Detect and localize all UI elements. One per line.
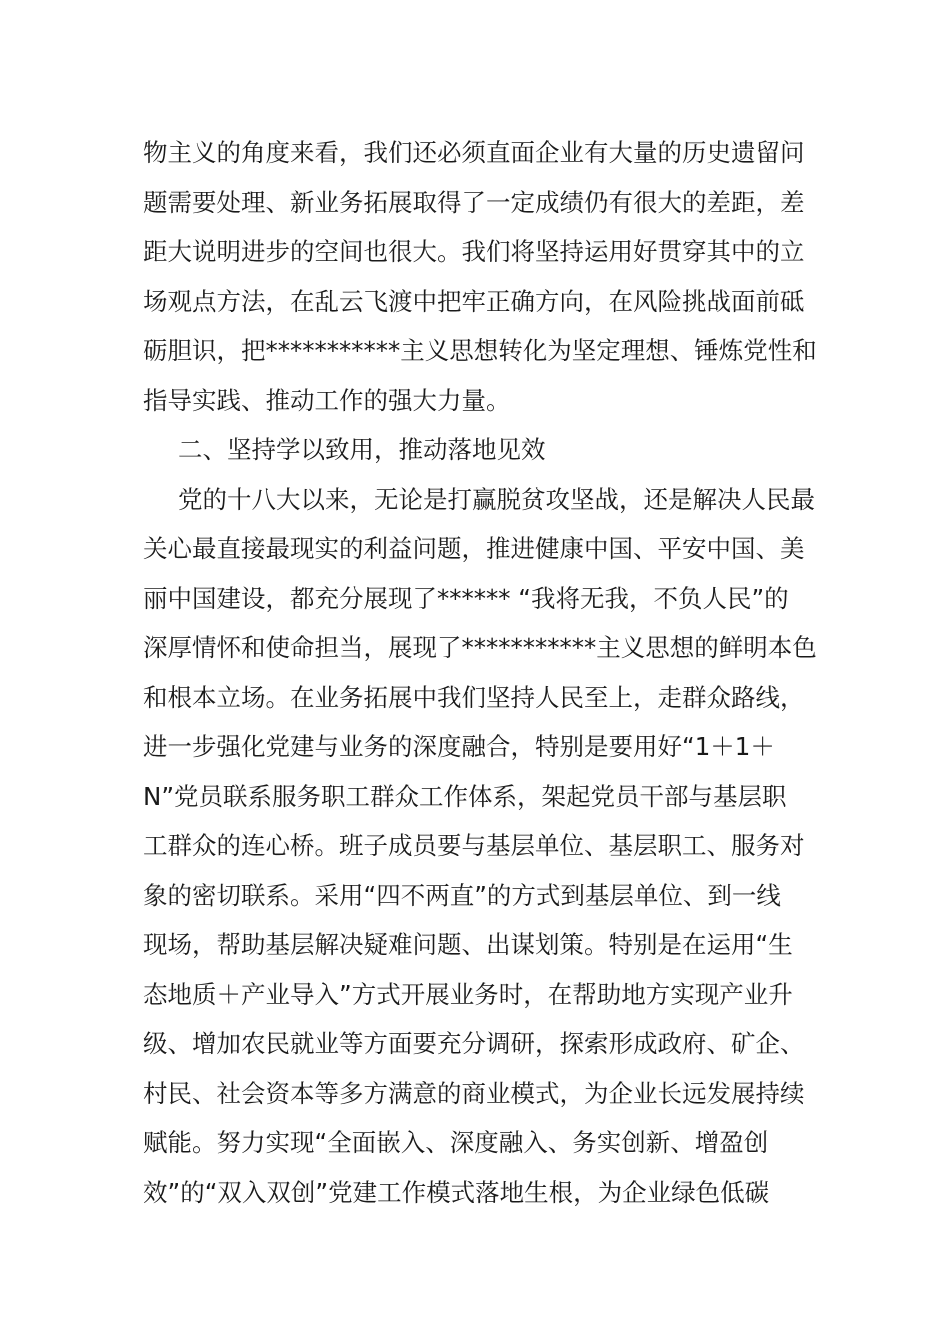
text-line: 砺胆识，把***********主义思想转化为坚定理想、锤炼党性和 [143, 336, 817, 365]
text-line: 丽中国建设，都充分展现了****** “我将无我，不负人民”的 [143, 583, 789, 613]
text-line: 效”的“双入双创”党建工作模式落地生根，为企业绿色低碳 [143, 1177, 770, 1207]
text-line: 深厚情怀和使命担当，展现了***********主义思想的鲜明本色 [143, 633, 817, 662]
text-line: 关心最直接最现实的利益问题，推进健康中国、平安中国、美 [143, 534, 805, 563]
body-text [143, 128, 823, 1217]
section-heading: 二、坚持学以致用，推动落地见效 [178, 435, 546, 464]
text-line: 村民、社会资本等多方满意的商业模式，为企业长远发展持续 [143, 1078, 805, 1108]
text-line: 工群众的连心桥。班子成员要与基层单位、基层职工、服务对 [143, 831, 805, 860]
text-line: 现场，帮助基层解决疑难问题、出谋划策。特别是在运用“生 [143, 930, 793, 959]
paragraph-start-line: 党的十八大以来，无论是打赢脱贫攻坚战，还是解决人民最 [178, 484, 815, 514]
text-line: 象的密切联系。采用“四不两直”的方式到基层单位、到一线 [143, 880, 781, 910]
text-line: 进一步强化党建与业务的深度融合，特别是要用好“1＋1＋ [143, 732, 775, 761]
text-line: 级、增加农民就业等方面要充分调研，探索形成政府、矿企、 [143, 1029, 805, 1058]
text-line: 距大说明进步的空间也很大。我们将坚持运用好贯穿其中的立 [143, 237, 805, 266]
text-line: 场观点方法，在乱云飞渡中把牢正确方向，在风险挑战面前砥 [143, 286, 805, 316]
text-line: 赋能。努力实现“全面嵌入、深度融入、务实创新、增盈创 [143, 1128, 769, 1157]
text-line: N”党员联系服务职工群众工作体系，架起党员干部与基层职 [143, 781, 787, 811]
text-line: 物主义的角度来看，我们还必须直面企业有大量的历史遗留问 [143, 138, 805, 167]
text-line: 和根本立场。在业务拓展中我们坚持人民至上，走群众路线， [143, 682, 805, 712]
text-line: 题需要处理、新业务拓展取得了一定成绩仍有很大的差距，差 [143, 187, 805, 217]
text-line: 态地质＋产业导入”方式开展业务时，在帮助地方实现产业升 [143, 979, 793, 1009]
text-line: 指导实践、推动工作的强大力量。 [143, 385, 511, 415]
